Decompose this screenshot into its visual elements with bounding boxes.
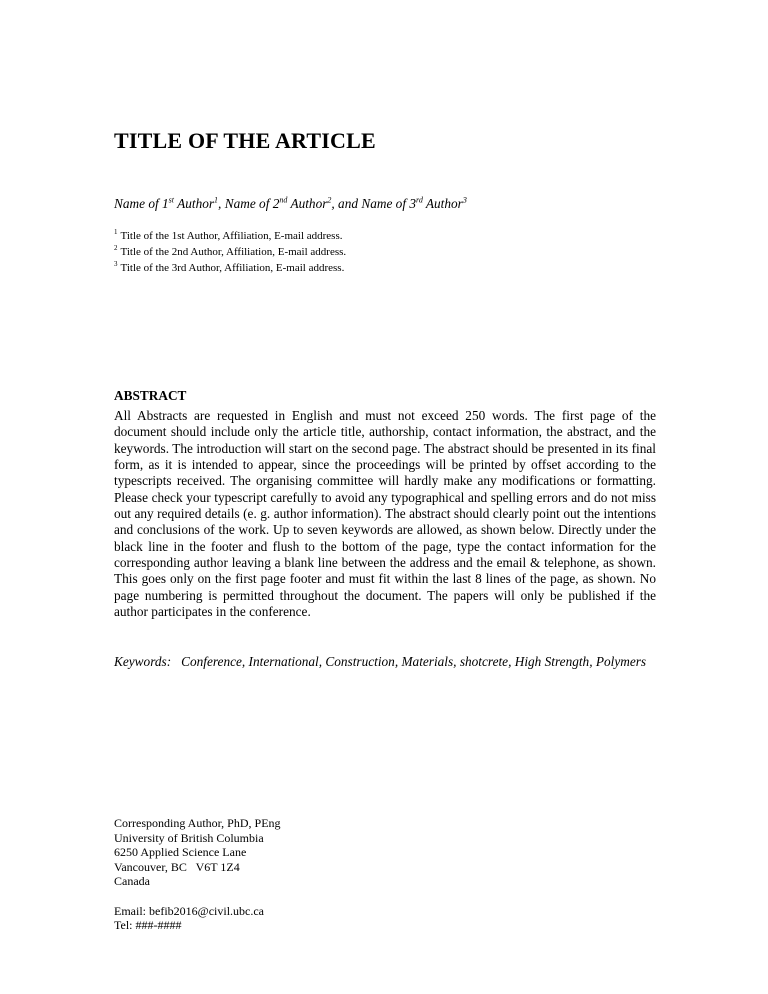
affiliations	[114, 228, 346, 276]
keywords-line	[114, 654, 646, 670]
article-title: TITLE OF THE ARTICLE	[114, 128, 376, 153]
affiliation-text: Title of the 3rd Author, Affiliation, E-mail address.	[120, 262, 345, 274]
author-line	[114, 196, 467, 212]
spacer	[114, 889, 281, 904]
affiliation-ref: 3	[114, 260, 118, 269]
footer-line: Corresponding Author, PhD, PEng	[114, 816, 281, 830]
author-2	[225, 196, 332, 211]
affiliation-text: Title of the 2nd Author, Affiliation, E-mail address.	[120, 246, 347, 258]
affiliation-text: Title of the 1st Author, Affiliation, E-mail address.	[120, 230, 343, 242]
keywords-text: Conference, International, Construction, Materials, shotcrete, High Strength, Polymers	[181, 654, 647, 669]
footer-line: Canada	[114, 874, 150, 889]
abstract-body: All Abstracts are requested in English and must not exceed 250 words. The first page of the document should include only the article title, authorship, contact information, the abstract, and the keywords. The introduction will start on the second page. The abstract should be presented in its final form, as it is intended to appear, since the proceedings will be printed by offset according to the typescripts received. The organising committee will hardly make any modifications or formatting. Please check your typescript carefully to avoid any typographical and spelling errors and do not miss out any required details (e. g. author information). The abstract should clearly point out the intentions and conclusions of the work. Up to seven keywords are allowed, as shown below. Directly under the black line in the footer and flush to the bottom of the page, type the contact information for the corresponding author leaving a blank line between the address and the email & telephone, as shown. This goes only on the first page footer and must fit within the last 8 lines of the page, as shown. No page numbering is permitted throughout the document. The papers will only be published if the author participates in the conference.	[114, 408, 656, 620]
footer-line: Vancouver, BC V6T 1Z4	[114, 859, 240, 874]
author-suffix: Author	[422, 196, 463, 211]
author-3	[361, 196, 467, 211]
affiliation-item	[114, 228, 346, 244]
author-ref: 2	[327, 195, 332, 205]
affiliation-item	[114, 260, 346, 276]
author-name: Name of 1	[114, 196, 169, 211]
footer-line: University of British Columbia	[114, 830, 264, 845]
ordinal: st	[168, 195, 175, 205]
ordinal: nd	[279, 195, 288, 205]
affiliation-item	[114, 244, 346, 260]
author-1	[114, 196, 218, 211]
author-suffix: Author	[287, 196, 328, 211]
ordinal: rd	[416, 195, 423, 205]
abstract-heading: ABSTRACT	[114, 388, 187, 403]
corresponding-author-footer	[114, 816, 281, 933]
separator: ,	[218, 196, 225, 211]
footer-email: Email: befib2016@civil.ubc.ca	[114, 903, 265, 918]
footer-line: 6250 Applied Science Lane	[114, 845, 247, 860]
separator: , and	[331, 196, 362, 211]
keywords-label: Keywords:	[114, 654, 172, 669]
author-suffix: Author	[174, 196, 215, 211]
author-name: Name of 2	[224, 196, 280, 211]
footer-tel: Tel: ###-####	[114, 918, 182, 933]
affiliation-ref: 1	[114, 228, 118, 237]
author-ref: 1	[214, 195, 219, 205]
author-name: Name of 3	[361, 196, 416, 211]
author-ref: 3	[462, 195, 467, 205]
affiliation-ref: 2	[114, 244, 118, 253]
